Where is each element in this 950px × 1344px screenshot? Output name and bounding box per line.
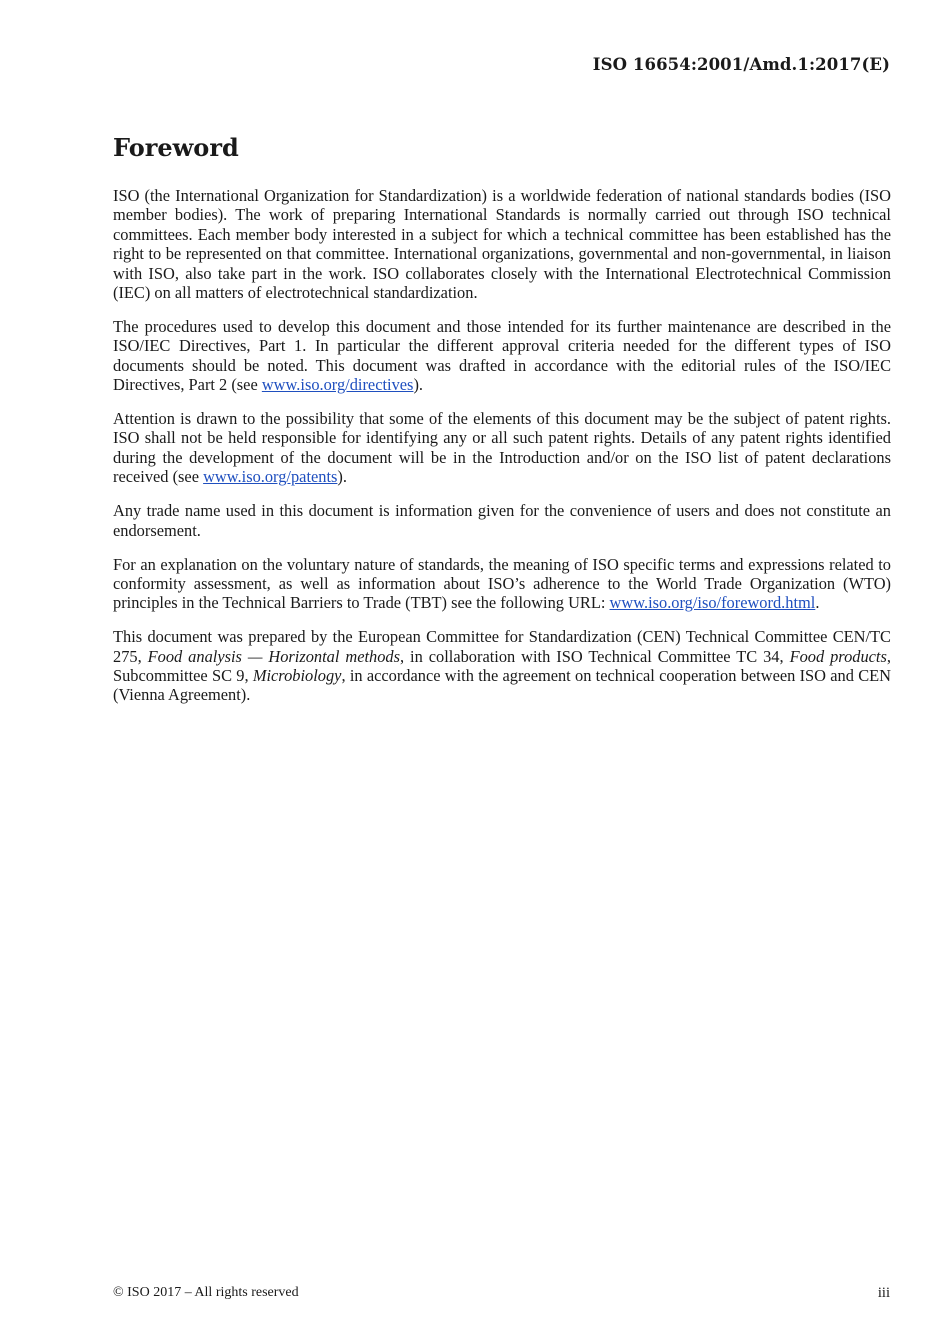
paragraph-patents-end: ).: [337, 467, 347, 487]
foreword-body: [113, 186, 891, 719]
committee-title-italic: Food analysis — Horizontal methods: [147, 646, 400, 666]
paragraph-procedures: [113, 317, 891, 395]
prepared-by-text-3: , Subcommittee SC 9,: [113, 646, 891, 686]
section-title: Foreword: [113, 133, 239, 162]
prepared-by-text-4: , in accordance with the agreement on technical cooperation between ISO and CEN (Vienna Agreement).: [113, 666, 891, 705]
prepared-by-text-1: This document was prepared by the European Committee for Standardization (CEN) Technical Committee CEN/TC 275,: [113, 627, 891, 666]
paragraph-prepared-by: [113, 627, 891, 705]
paragraph-patents: [113, 409, 891, 487]
tc-title-italic: Food products: [789, 646, 887, 666]
paragraph-trade-name: Any trade name used in this document is information given for the convenience of users and does not constitute an endorsement.: [113, 501, 891, 540]
paragraph-voluntary-nature-text: For an explanation on the voluntary nature of standards, the meaning of ISO specific terms and expressions related to conformity assessment, as well as information about ISO’s adherence to the World Trade Organization (WTO) principles in the Technical Barriers to Trade (TBT) see the following URL:: [113, 554, 891, 613]
copyright-notice: © ISO 2017 – All rights reserved: [113, 1285, 299, 1300]
document-id: ISO 16654:2001/Amd.1:2017(E): [592, 55, 890, 74]
paragraph-patents-text: Attention is drawn to the possibility that some of the elements of this document may be the subject of patent rights. ISO shall not be held responsible for identifying any or all such patent rights. Details of any patent rights identified during the development of the document will be in the Introduction and/or on the ISO list of patent declarations received (see: [113, 409, 891, 487]
paragraph-procedures-text: The procedures used to develop this document and those intended for its further maintenance are described in the ISO/IEC Directives, Part 1. In particular the different approval criteria needed for the different types of ISO documents should be noted. This document was drafted in accordance with the editorial rules of the ISO/IEC Directives, Part 2 (see: [113, 316, 891, 395]
paragraph-voluntary-nature-end: .: [815, 593, 820, 613]
paragraph-voluntary-nature: [113, 555, 891, 613]
patents-link[interactable]: www.iso.org/patents: [203, 467, 338, 487]
paragraph-iso-intro: ISO (the International Organization for Standardization) is a worldwide federation of national standards bodies (ISO member bodies). The work of preparing International Standards is normally carried out through ISO technical committees. Each member body interested in a subject for which a technical committee has been established has the right to be represented on that committee. International organizations, governmental and non-governmental, in liaison with ISO, also take part in the work. ISO collaborates closely with the International Electrotechnical Commission (IEC) on all matters of electrotechnical standardization.: [113, 186, 891, 303]
foreword-link[interactable]: www.iso.org/iso/foreword.html: [609, 593, 816, 613]
paragraph-procedures-end: ).: [413, 375, 423, 395]
prepared-by-text-2: , in collaboration with ISO Technical Committee TC 34,: [400, 646, 790, 666]
page-number: iii: [877, 1285, 890, 1301]
directives-link[interactable]: www.iso.org/directives: [261, 375, 414, 395]
sc-title-italic: Microbiology: [252, 666, 342, 686]
